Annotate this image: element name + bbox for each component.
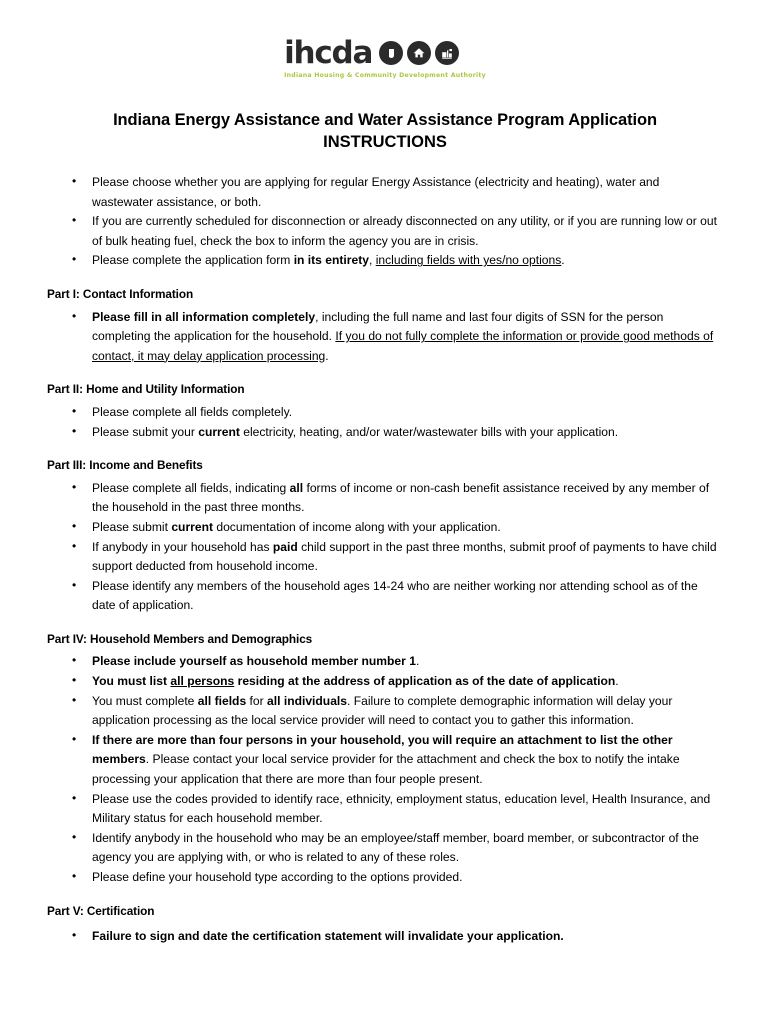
bullet-text: forms of income or non-cash benefit assistance received by any member of the household in the past three months. (92, 480, 710, 515)
bullet-text: If you are currently scheduled for disconnection or already disconnected on any utility, or if you are running low or out of bulk heating fuel, check the box to inform the agency you are in crisis. (92, 214, 717, 248)
house-icon (407, 41, 431, 65)
bullet-text: . (561, 253, 565, 268)
bullet-text: Please complete the application form (92, 253, 294, 268)
part-iii-bullet-list (47, 479, 723, 616)
part-i-bullet-list (47, 308, 723, 367)
bullet-text: , including the full name and last four digits of SSN for the person completing the application for the household. (92, 309, 664, 344)
bullet-text: , (368, 253, 376, 268)
list-item (47, 251, 723, 271)
bullet-text: . Please contact your local service provider for the attachment and check the box to notify the intake processing your application that there are more than four people present. (92, 752, 680, 787)
bullet-text: Please complete all fields, indicating (92, 480, 290, 495)
ihcda-logo (284, 35, 486, 79)
bullet-text-bold: paid (272, 539, 298, 554)
section-heading-part-iv: Part IV: Household Members and Demographics (47, 631, 313, 646)
bullet-text: child support in the past three months, submit proof of payments to have child support deducted from household income. (92, 539, 717, 574)
bullet-text-bold: You must list (92, 674, 171, 689)
page-subtitle: INSTRUCTIONS (323, 133, 447, 151)
bullet-text-bold: all fields (197, 693, 247, 708)
bullet-text: If anybody in your household has (92, 539, 273, 554)
part-iv-bullet-list (47, 652, 723, 887)
bullet-text: Please submit your (92, 424, 199, 439)
list-item (47, 692, 723, 731)
list-item (47, 672, 723, 692)
bullet-text: Please use the codes provided to identify race, ethnicity, employment status, education level, Health Insurance, and Military status for each household member. (92, 791, 711, 826)
section-heading-part-v: Part V: Certification (47, 903, 155, 918)
bullet-text: for (246, 693, 268, 708)
bullet-text: Please submit (92, 519, 172, 534)
list-item (47, 868, 723, 888)
list-item (47, 538, 723, 577)
leaf-icon (379, 41, 403, 65)
logo-block (47, 0, 723, 79)
intro-bullet-list (47, 173, 723, 271)
bullet-text-bold: Please fill in all information completely (92, 309, 316, 324)
section-heading-part-i: Part I: Contact Information (47, 286, 194, 301)
bullet-text: . (415, 654, 420, 669)
bullet-text-bold: current (171, 519, 213, 534)
bullet-text: Please choose whether you are applying for regular Energy Assistance (electricity and heating), water and wastewater assistance, or both. (92, 175, 660, 209)
logo-icon-group (379, 41, 459, 65)
bullet-text-bold: Failure to sign and date the certification statement will invalidate your application. (92, 929, 564, 944)
list-item (47, 829, 723, 868)
bullet-text-bold: residing at the address of application as of the date of application (234, 674, 616, 689)
list-item (47, 173, 723, 212)
bullet-text-bold: current (198, 424, 240, 439)
instructions-content (47, 173, 723, 947)
list-item (47, 423, 723, 443)
bullet-text: Please define your household type according to the options provided. (92, 870, 463, 884)
bullet-text: . Failure to complete demographic information will delay your application processing as the local service provider will need to contact you to gather this information. (92, 693, 673, 728)
bullet-text: Identify anybody in the household who may be an employee/staff member, board member, or subcontractor of the agency you are applying with, or who is related to any of these roles. (92, 830, 699, 865)
bullet-text-bold: all (289, 480, 304, 495)
list-item (47, 479, 723, 518)
list-item (47, 308, 723, 367)
part-v-bullet-list (47, 927, 723, 947)
list-item (47, 577, 723, 616)
list-item (47, 403, 723, 423)
list-item (47, 927, 723, 947)
part-ii-bullet-list (47, 403, 723, 442)
bullet-text-bold-underline: all persons (170, 674, 235, 689)
bullet-text-bold: in its entirety (293, 253, 369, 268)
logo-wordmark: ihcda (284, 35, 373, 71)
bullet-text: You must complete (92, 693, 198, 708)
city-building-icon (435, 41, 459, 65)
list-item (47, 731, 723, 790)
bullet-text: electricity, heating, and/or water/wastewater bills with your application. (239, 424, 619, 439)
section-heading-part-iii: Part III: Income and Benefits (47, 458, 203, 473)
bullet-text-bold: Please include yourself as household member number 1 (92, 654, 416, 669)
bullet-text: documentation of income along with your application. (213, 519, 501, 534)
page-title: Indiana Energy Assistance and Water Assistance Program Application (113, 111, 657, 129)
bullet-text: Please identify any members of the household ages 14-24 who are neither working nor attending school as of the date of application. (92, 578, 698, 613)
list-item (47, 790, 723, 829)
section-heading-part-ii: Part II: Home and Utility Information (47, 382, 245, 397)
list-item (47, 652, 723, 672)
bullet-text: . (325, 348, 329, 363)
bullet-text-bold: If there are more than four persons in your household, you will require an attachment to list the other members (92, 732, 673, 767)
logo-tagline: Indiana Housing & Community Development Authority (284, 72, 486, 79)
bullet-text: Please complete all fields completely. (92, 404, 293, 419)
logo-row (284, 35, 459, 71)
list-item (47, 518, 723, 538)
bullet-text-underline: If you do not fully complete the information or provide good methods of contact, it may delay application processing (92, 329, 714, 363)
bullet-text: . (615, 674, 619, 689)
bullet-text-underline: including fields with yes/no options (375, 253, 562, 268)
list-item (47, 212, 723, 251)
bullet-text-bold: all individuals (267, 693, 348, 708)
